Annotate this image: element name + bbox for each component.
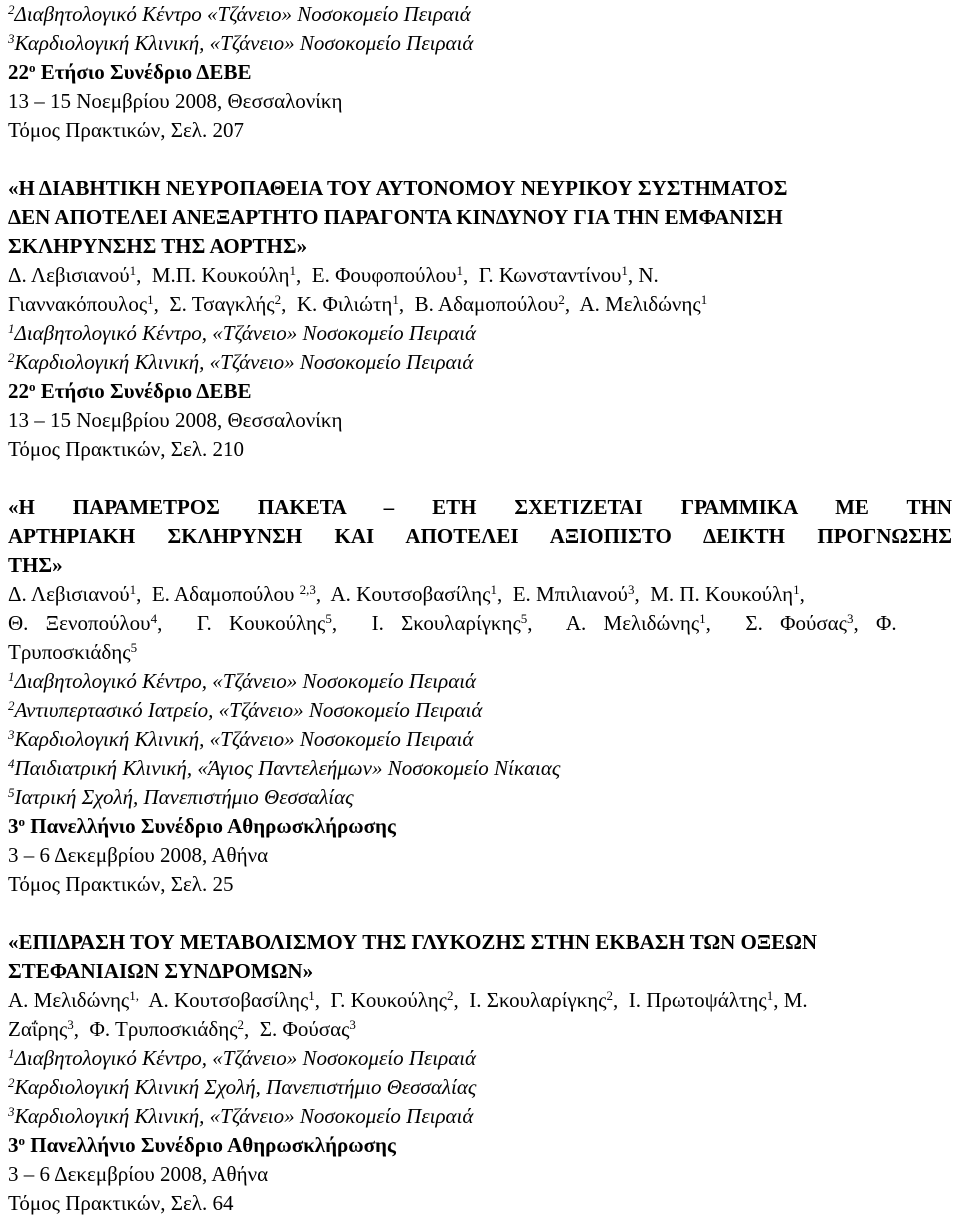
affiliation-text: Ιατρική Σχολή, Πανεπιστήμιο Θεσσαλίας	[14, 785, 354, 809]
affiliation-number: 3	[8, 1104, 15, 1119]
affiliation-text: Καρδιολογική Κλινική, «Τζάνειο» Νοσοκομείο Πειραιά	[14, 350, 474, 374]
affiliation-number: 2	[8, 2, 15, 17]
author-affiliation: 4	[150, 611, 158, 626]
title-line: ΤΗΣ»	[8, 553, 63, 577]
affiliation-number: 4	[8, 756, 15, 771]
author-line: Δ. Λεβισιανού$^1$, Ε. Αδαμοπούλου $^{2,3}$, Α. Κουτσοβασίλης$^1$, Ε. Μπιλιανού$^3$, Μ. Π. Κουκούλη$^1$,	[8, 582, 805, 606]
proceedings-pages: Τόμος Πρακτικών, Σελ. 210	[8, 437, 244, 461]
spacer	[8, 464, 952, 493]
affiliation-line	[8, 754, 952, 783]
affiliation-number: 2	[8, 698, 15, 713]
author-affiliation: 3	[627, 582, 635, 597]
author-affiliation: 3	[67, 1017, 74, 1032]
author-affiliation: 2	[447, 988, 454, 1003]
affiliation-text: Καρδιολογική Κλινική, «Τζάνειο» Νοσοκομείο Πειραιά	[14, 1104, 474, 1128]
author-affiliation: 1	[392, 292, 399, 307]
title-line: ΑΡΤΗΡΙΑΚΗ ΣΚΛΗΡΥΝΣΗ ΚΑΙ ΑΠΟΤΕΛΕΙ ΑΞΙΟΠΙΣΤΟ ΔΕΙΚΤΗ ΠΡΟΓΝΩΣΗΣ	[8, 524, 952, 548]
author-name: Γ. Κουκούλης	[330, 988, 448, 1012]
congress-ordinal: ο	[18, 1133, 25, 1148]
congress-dates: 3 – 6 Δεκεμβρίου 2008, Αθήνα	[8, 1162, 269, 1186]
author-name: Φ. Τρυποσκιάδης	[89, 1017, 238, 1041]
author-affiliation: 1	[129, 582, 137, 597]
affiliation-line	[8, 0, 952, 29]
author-affiliation: 1	[456, 263, 464, 278]
author-name: Σ. Τσαγκλής	[169, 292, 275, 316]
author-affiliation: 2,3	[299, 582, 316, 597]
author-name: Θ. Ξενοπούλου	[8, 611, 151, 635]
author-name: Α. Μελιδώνης	[579, 292, 701, 316]
author-affiliation: 1	[766, 988, 774, 1003]
author-name: Ι. Σκουλαρίγκης	[469, 988, 607, 1012]
author-name-cont: Τρυποσκιάδης	[8, 640, 131, 664]
author-affiliation: 1	[129, 263, 137, 278]
author-name-cont: Γιαννακόπουλος	[8, 292, 148, 316]
author-name: Ε. Φουφοπούλου	[311, 263, 457, 287]
congress-title: Ετήσιο Συνέδριο ΔΕΒΕ	[40, 60, 252, 84]
author-list	[8, 580, 952, 667]
author-affiliation: 2	[274, 292, 282, 307]
congress-dates: 3 – 6 Δεκεμβρίου 2008, Αθήνα	[8, 843, 269, 867]
affiliation-number: 1	[8, 1046, 15, 1061]
spacer	[8, 899, 952, 928]
author-line	[8, 638, 952, 667]
proceedings-pages: Τόμος Πρακτικών, Σελ. 64	[8, 1191, 234, 1215]
author-affiliation: 2	[606, 988, 614, 1003]
author-name: Σ. Φούσας	[745, 611, 847, 635]
author-name: Α. Κουτσοβασίλης	[330, 582, 491, 606]
author-affiliation: 2	[237, 1017, 245, 1032]
congress-number: 3	[8, 814, 19, 838]
author-affiliation: 1	[621, 263, 628, 278]
author-list	[8, 986, 952, 1044]
proceedings-pages: Τόμος Πρακτικών, Σελ. 25	[8, 872, 234, 896]
congress-number: 3	[8, 1133, 19, 1157]
affiliation-number: 3	[8, 31, 15, 46]
author-name: Γ. Κουκούλης	[196, 611, 326, 635]
title-line: ΔΕΝ ΑΠΟΤΕΛΕΙ ΑΝΕΞΑΡΤΗΤΟ ΠΑΡΑΓΟΝΤΑ ΚΙΝΔΥΝΟΥ ΓΙΑ ΤΗΝ ΕΜΦΑΝΙΣΗ	[8, 205, 783, 229]
author-name: Ε. Αδαμοπούλου	[151, 582, 300, 606]
author-name: Γ. Κωνσταντίνου	[478, 263, 622, 287]
affiliation-number: 2	[8, 1075, 15, 1090]
author-line: Δ. Λεβισιανού$^1$, Μ.Π. Κουκούλη$^1$, Ε. Φουφοπούλου$^1$, Γ. Κωνσταντίνου$^1$, Ν.	[8, 263, 659, 287]
proceedings-pages: Τόμος Πρακτικών, Σελ. 207	[8, 118, 244, 142]
author-name: Κ. Φιλιώτη	[296, 292, 393, 316]
author-name: Ε. Μπιλιανού	[512, 582, 628, 606]
author-affiliation: 1,	[129, 988, 139, 1003]
affiliation-line	[8, 1073, 952, 1102]
affiliation-number: 5	[8, 785, 15, 800]
affiliation-text: Διαβητολογικό Κέντρο, «Τζάνειο» Νοσοκομείο Πειραιά	[14, 669, 477, 693]
author-affiliation: 3	[847, 611, 854, 626]
author-list	[8, 261, 952, 319]
congress-ordinal: ο	[18, 814, 25, 829]
congress-number: 22	[8, 379, 29, 403]
title-line: «Η ΠΑΡΑΜΕΤΡΟΣ ΠΑΚΕΤΑ – ΕΤΗ ΣΧΕΤΙΖΕΤΑΙ ΓΡΑΜΜΙΚΑ ΜΕ ΤΗΝ	[8, 495, 952, 519]
congress-ordinal: ο	[29, 379, 36, 394]
author-affiliation: 3	[349, 1017, 356, 1032]
affiliation-text: Διαβητολογικό Κέντρο «Τζάνειο» Νοσοκομείο Πειραιά	[14, 2, 471, 26]
author-affiliation: 5	[325, 611, 332, 626]
author-name: Σ. Φούσας	[259, 1017, 350, 1041]
author-affiliation: 1	[699, 611, 706, 626]
publication-entry-1	[8, 174, 952, 464]
affiliation-line	[8, 319, 952, 348]
affiliation-text: Παιδιατρική Κλινική, «Άγιος Παντελεήμων» Νοσοκομείο Νίκαιας	[14, 756, 561, 780]
author-line: Θ. Ξενοπούλου$^4$, Γ. Κουκούλης$^5$, Ι. Σκουλαρίγκης$^5$, Α. Μελιδώνης$^1$, Σ. Φούσας$^3$, Φ.	[8, 611, 897, 635]
congress-name	[8, 377, 952, 406]
affiliation-line	[8, 667, 952, 696]
title-line: ΣΤΕΦΑΝΙΑΙΩΝ ΣΥΝΔΡΟΜΩΝ»	[8, 959, 314, 983]
author-name: Α. Μελιδώνης	[8, 988, 130, 1012]
affiliation-text: Καρδιολογική Κλινική Σχολή, Πανεπιστήμιο Θεσσαλίας	[14, 1075, 477, 1099]
title-line: «Η ΔΙΑΒΗΤΙΚΗ ΝΕΥΡΟΠΑΘΕΙΑ ΤΟΥ ΑΥΤΟΝΟΜΟΥ ΝΕΥΡΙΚΟΥ ΣΥΣΤΗΜΑΤΟΣ	[8, 176, 788, 200]
affiliation-number: 1	[8, 669, 15, 684]
affiliation-line	[8, 725, 952, 754]
affiliation-text: Καρδιολογική Κλινική, «Τζάνειο» Νοσοκομείο Πειραιά	[14, 727, 474, 751]
author-affiliation: 1	[308, 988, 315, 1003]
author-line: Γιαννακόπουλος$^1$, Σ. Τσαγκλής$^2$, Κ. Φιλιώτη$^1$, Β. Αδαμοπούλου$^2$, Α. Μελιδώνης$^1$	[8, 292, 708, 316]
author-affiliation: 5	[130, 640, 138, 655]
affiliation-text: Αντιυπερτασικό Ιατρείο, «Τζάνειο» Νοσοκομείο Πειραιά	[14, 698, 483, 722]
author-affiliation: 1	[289, 263, 296, 278]
affiliation-line	[8, 696, 952, 725]
author-name: Μ. Π. Κουκούλη	[650, 582, 794, 606]
spacer	[8, 145, 952, 174]
author-name: Β. Αδαμοπούλου	[414, 292, 559, 316]
publication-entry-2	[8, 493, 952, 899]
congress-ordinal: ο	[29, 60, 36, 75]
author-name: Μ.Π. Κουκούλη	[151, 263, 290, 287]
author-affiliation: 5	[520, 611, 528, 626]
congress-name	[8, 58, 952, 87]
author-name: Ι. Πρωτοψάλτης	[628, 988, 767, 1012]
congress-dates: 13 – 15 Νοεμβρίου 2008, Θεσσαλονίκη	[8, 408, 343, 432]
affiliation-text: Καρδιολογική Κλινική, «Τζάνειο» Νοσοκομείο Πειραιά	[14, 31, 474, 55]
author-name: Α. Μελιδώνης	[565, 611, 700, 635]
affiliation-number: 2	[8, 350, 15, 365]
congress-dates: 13 – 15 Νοεμβρίου 2008, Θεσσαλονίκη	[8, 89, 343, 113]
author-affiliation: 1	[700, 292, 708, 307]
congress-number: 22	[8, 60, 29, 84]
congress-name	[8, 812, 952, 841]
affiliation-line	[8, 348, 952, 377]
title-line: «ΕΠΙΔΡΑΣΗ ΤΟΥ ΜΕΤΑΒΟΛΙΣΜΟΥ ΤΗΣ ΓΛΥΚΟΖΗΣ ΣΤΗΝ ΕΚΒΑΣΗ ΤΩΝ ΟΞΕΩΝ	[8, 930, 818, 954]
affiliation-line	[8, 29, 952, 58]
congress-title: Ετήσιο Συνέδριο ΔΕΒΕ	[40, 379, 252, 403]
publication-entry-0	[8, 0, 952, 145]
congress-title: Πανελλήνιο Συνέδριο Αθηρωσκλήρωσης	[30, 814, 396, 838]
author-name: Δ. Λεβισιανού	[8, 582, 130, 606]
author-affiliation: 1	[147, 292, 154, 307]
author-affiliation: 2	[558, 292, 565, 307]
affiliation-number: 3	[8, 727, 15, 742]
author-name: Α. Κουτσοβασίλης	[148, 988, 309, 1012]
publication-entry-3	[8, 928, 952, 1218]
author-line: Α. Μελιδώνης$^{1,}$ Α. Κουτσοβασίλης$^1$, Γ. Κουκούλης$^2$, Ι. Σκουλαρίγκης$^2$, Ι. Πρωτοψάλτης$^1$, Μ.	[8, 988, 808, 1012]
author-name-cont: Ζαΐρης	[8, 1017, 68, 1041]
affiliation-text: Διαβητολογικό Κέντρο, «Τζάνειο» Νοσοκομείο Πειραιά	[14, 1046, 477, 1070]
author-affiliation: 1	[793, 582, 800, 597]
author-name: Δ. Λεβισιανού	[8, 263, 130, 287]
affiliation-line	[8, 783, 952, 812]
author-line: Ζαΐρης$^3$, Φ. Τρυποσκιάδης$^2$, Σ. Φούσας$^3$	[8, 1017, 356, 1041]
title-line: ΣΚΛΗΡΥΝΣΗΣ ΤΗΣ ΑΟΡΤΗΣ»	[8, 234, 308, 258]
affiliation-line	[8, 1044, 952, 1073]
author-affiliation: 1	[490, 582, 497, 597]
author-name: Ι. Σκουλαρίγκης	[371, 611, 521, 635]
congress-name	[8, 1131, 952, 1160]
affiliation-text: Διαβητολογικό Κέντρο, «Τζάνειο» Νοσοκομείο Πειραιά	[14, 321, 477, 345]
affiliation-line	[8, 1102, 952, 1131]
affiliation-number: 1	[8, 321, 15, 336]
congress-title: Πανελλήνιο Συνέδριο Αθηρωσκλήρωσης	[30, 1133, 396, 1157]
